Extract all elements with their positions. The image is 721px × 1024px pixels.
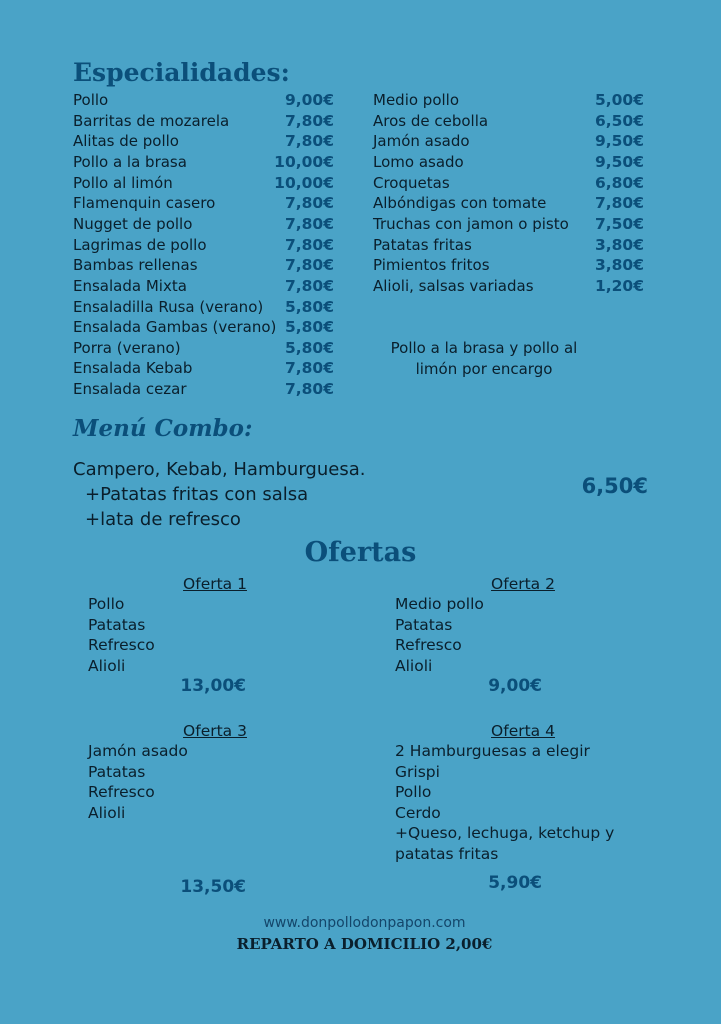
- left-menu-item-price: 5,80€: [284, 338, 334, 357]
- website-link[interactable]: www.donpollodonpapon.com: [263, 915, 466, 931]
- left-menu-item-price: 9,00€: [284, 91, 334, 109]
- left-menu-item-price: 7,80€: [284, 276, 334, 295]
- left-menu-item-name: Nugget de pollo: [73, 214, 193, 233]
- oferta-3-item: Alioli: [88, 803, 126, 822]
- left-menu-item-name: Alitas de pollo: [73, 132, 179, 151]
- oferta-4-price: 5,90€: [488, 873, 542, 893]
- oferta-4-items: [395, 741, 614, 865]
- oferta-1-price: 13,00€: [180, 676, 246, 696]
- right-menu-item-price: 7,50€: [594, 214, 644, 233]
- oferta-1-items: [88, 594, 155, 676]
- left-menu-item-name: Pollo al limón: [73, 173, 173, 192]
- oferta-2-item: Refresco: [395, 636, 462, 655]
- combo-title: Menú Combo:: [73, 415, 253, 442]
- right-menu-item-price: 5,00€: [594, 91, 644, 109]
- right-menu-item-price: 3,80€: [594, 235, 644, 254]
- oferta-3-title: Oferta 3: [183, 722, 247, 740]
- left-menu-item-name: Pollo: [73, 91, 109, 109]
- combo-line-2: +Patatas fritas con salsa: [85, 484, 309, 505]
- oferta-3-items: [88, 741, 188, 823]
- oferta-4-item: 2 Hamburguesas a elegir: [395, 742, 590, 760]
- left-menu-item-name: Bambas rellenas: [73, 256, 198, 275]
- left-menu-item-name: Lagrimas de pollo: [73, 235, 207, 254]
- encargo-note: [374, 338, 594, 379]
- left-menu-item-price: 7,80€: [284, 194, 334, 213]
- oferta-2-item: Medio pollo: [395, 595, 484, 613]
- combo-line-3: +lata de refresco: [85, 509, 241, 530]
- oferta-4-title: Oferta 4: [491, 722, 555, 740]
- right-menu-item-name: Aros de cebolla: [373, 111, 489, 130]
- encargo-note-line2: limón por encargo: [415, 359, 553, 378]
- oferta-3-item: Jamón asado: [88, 742, 188, 760]
- delivery-notice: REPARTO A DOMICILIO 2,00€: [236, 935, 493, 953]
- right-menu-item-name: Patatas fritas: [373, 235, 472, 254]
- oferta-4-item: Pollo: [395, 783, 432, 802]
- right-menu-item-name: Croquetas: [373, 173, 450, 192]
- oferta-4-item: Cerdo: [395, 803, 441, 822]
- oferta-3-price: 13,50€: [180, 877, 246, 897]
- right-menu-item-name: Jamón asado: [373, 132, 470, 151]
- oferta-1-item: Patatas: [88, 615, 146, 634]
- left-menu-item-price: 5,80€: [284, 297, 334, 316]
- left-menu-item-price: 7,80€: [284, 256, 334, 275]
- oferta-2-title: Oferta 2: [491, 575, 555, 593]
- right-menu-item-name: Medio pollo: [373, 91, 460, 109]
- oferta-4-item: Grispi: [395, 762, 440, 781]
- left-menu-item-name: Ensalada Kebab: [73, 359, 193, 378]
- right-menu-item-price: 9,50€: [594, 132, 644, 151]
- left-menu-item-price: 7,80€: [284, 380, 334, 399]
- combo-line-1: Campero, Kebab, Hamburguesa.: [73, 459, 366, 480]
- right-menu-item-price: 6,50€: [594, 111, 644, 130]
- left-menu-item-price: 7,80€: [284, 132, 334, 151]
- oferta-1-item: Pollo: [88, 595, 125, 613]
- left-menu-item-name: Flamenquin casero: [73, 194, 216, 213]
- right-menu-item-name: Albóndigas con tomate: [373, 194, 547, 213]
- right-menu-item-price: 1,20€: [594, 276, 644, 295]
- right-menu-item-price: 7,80€: [594, 194, 644, 213]
- ofertas-title: Ofertas: [304, 537, 417, 568]
- especialidades-title: Especialidades:: [73, 58, 290, 87]
- left-menu-item-name: Pollo a la brasa: [73, 152, 187, 171]
- oferta-1-item: Alioli: [88, 656, 126, 675]
- right-menu-item-price: 6,80€: [594, 173, 644, 192]
- oferta-1-title: Oferta 1: [183, 575, 247, 593]
- left-menu-item-price: 7,80€: [284, 359, 334, 378]
- right-menu-item-price: 9,50€: [594, 152, 644, 171]
- left-menu-item-name: Ensalada cezar: [73, 380, 187, 399]
- left-menu-item-price: 10,00€: [274, 152, 334, 171]
- right-menu-item-name: Alioli, salsas variadas: [373, 276, 534, 295]
- left-menu-item-price: 7,80€: [284, 111, 334, 130]
- oferta-1-item: Refresco: [88, 636, 155, 655]
- left-menu-item-price: 7,80€: [284, 235, 334, 254]
- left-menu-item-name: Ensaladilla Rusa (verano): [73, 297, 264, 316]
- right-menu-item-name: Lomo asado: [373, 152, 464, 171]
- left-menu-item-name: Porra (verano): [73, 338, 181, 357]
- left-menu-item-name: Ensalada Mixta: [73, 276, 187, 295]
- oferta-2-item: Patatas: [395, 615, 453, 634]
- oferta-4-item: patatas fritas: [395, 844, 499, 863]
- oferta-3-item: Refresco: [88, 783, 155, 802]
- oferta-2-item: Alioli: [395, 656, 433, 675]
- left-menu-item-name: Ensalada Gambas (verano): [73, 318, 277, 337]
- right-menu-item-price: 3,80€: [594, 256, 644, 275]
- right-menu-item-name: Truchas con jamon o pisto: [373, 214, 569, 233]
- right-menu-item-name: Pimientos fritos: [373, 256, 490, 275]
- encargo-note-line1: Pollo a la brasa y pollo al: [390, 339, 578, 357]
- left-menu-item-price: 5,80€: [284, 318, 334, 337]
- left-menu-item-price: 7,80€: [284, 214, 334, 233]
- combo-price: 6,50€: [581, 474, 648, 498]
- left-menu-item-name: Barritas de mozarela: [73, 111, 230, 130]
- oferta-2-items: [395, 594, 484, 676]
- left-menu-item-price: 10,00€: [274, 173, 334, 192]
- oferta-2-price: 9,00€: [488, 676, 542, 696]
- oferta-4-item: +Queso, lechuga, ketchup y: [395, 824, 615, 843]
- oferta-3-item: Patatas: [88, 762, 146, 781]
